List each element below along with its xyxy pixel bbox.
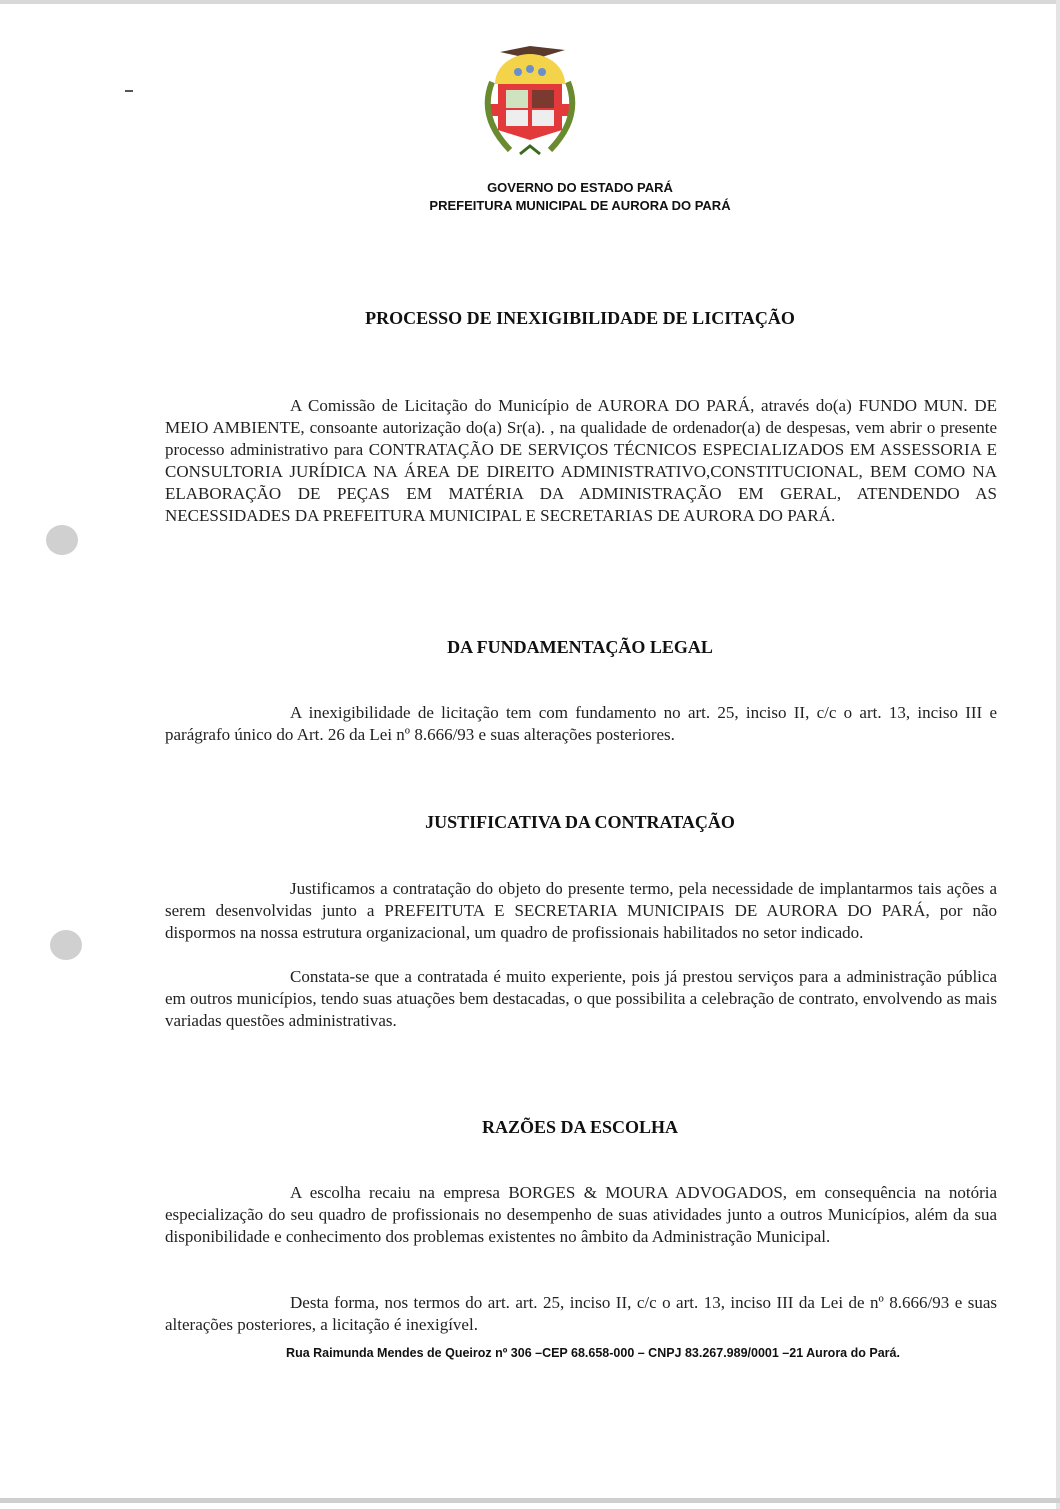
document-title: PROCESSO DE INEXIGIBILIDADE DE LICITAÇÃO [365, 308, 795, 328]
punch-hole-icon [50, 930, 82, 960]
justificativa-paragraph-1 [165, 878, 997, 944]
razoes-paragraph-1 [165, 1182, 997, 1248]
razoes-heading: RAZÕES DA ESCOLHA [481, 1117, 679, 1137]
header-prefeitura: PREFEITURA MUNICIPAL DE AURORA DO PARÁ [429, 198, 731, 213]
footer-address: Rua Raimunda Mendes de Queiroz nº 306 –CEP 68.658-000 – CNPJ 83.267.989/0001 –21 Aurora do Pará. [286, 1346, 900, 1360]
intro-text: A Comissão de Licitação do Município de AURORA DO PARÁ, através do(a) FUNDO MUN. DE MEIO AMBIENTE, consoante autorização do(a) Sr(a). , na qualidade de ordenador(a) de despesas, vem abrir o presente processo administrativo para CONTRATAÇÃO DE SERVIÇOS TÉCNICOS ESPECIALIZADOS EM ASSESSORIA E CONSULTORIA JURÍDICA NA ÁREA DE DIREITO ADMINISTRATIVO,CONSTITUCIONAL, BEM COMO NA ELABORAÇÃO DE PEÇAS EM MATÉRIA DA ADMINISTRAÇÃO EM GERAL, ATENDENDO AS NECESSIDADES DA PREFEITURA MUNICIPAL E SECRETARIAS DE AURORA DO PARÁ. [165, 396, 997, 525]
razoes-paragraph-2 [165, 1292, 997, 1336]
fundamentacao-text: A inexigibilidade de licitação tem com fundamento no art. 25, inciso II, c/c o art. 13, inciso III e parágrafo único do Art. 26 da Lei nº 8.666/93 e suas alterações posteriores. [165, 703, 997, 744]
justificativa-heading: JUSTIFICATIVA DA CONTRATAÇÃO [425, 812, 735, 832]
header-government: GOVERNO DO ESTADO PARÁ [487, 180, 673, 195]
fundamentacao-paragraph [165, 702, 997, 746]
scan-edge-bottom [0, 1498, 1060, 1503]
intro-paragraph [165, 395, 997, 527]
razoes-text-2: Desta forma, nos termos do art. art. 25, inciso II, c/c o art. 13, inciso III da Lei de nº 8.666/93 e suas alterações posteriores, a licitação é inexigível. [165, 1293, 997, 1334]
municipal-crest-logo [470, 42, 590, 164]
justificativa-text-1: Justificamos a contratação do objeto do presente termo, pela necessidade de implantarmos tais ações a serem desenvolvidas junto a PREFEITUTA E SECRETARIA MUNICIPAIS DE AURORA DO PARÁ, por não dispormos na nossa estrutura organizacional, um quadro de profissionais habilitados no setor indicado. [165, 879, 997, 942]
scan-mark [125, 90, 133, 92]
justificativa-paragraph-2 [165, 966, 997, 1032]
scan-edge-top [0, 0, 1060, 4]
razoes-text-1: A escolha recaiu na empresa BORGES & MOURA ADVOGADOS, em consequência na notória especialização do seu quadro de profissionais no desempenho de suas atividades junto a outros Municípios, além da sua disponibilidade e conhecimento dos problemas existentes no âmbito da Administração Municipal. [165, 1183, 997, 1246]
fundamentacao-heading: DA FUNDAMENTAÇÃO LEGAL [447, 637, 713, 657]
punch-hole-icon [46, 525, 78, 555]
justificativa-text-2: Constata-se que a contratada é muito experiente, pois já prestou serviços para a administração pública em outros municípios, tendo suas atuações bem destacadas, o que possibilita a celebração de contrato, envolvendo as mais variadas questões administrativas. [165, 967, 997, 1030]
scan-edge-right [1056, 0, 1060, 1509]
